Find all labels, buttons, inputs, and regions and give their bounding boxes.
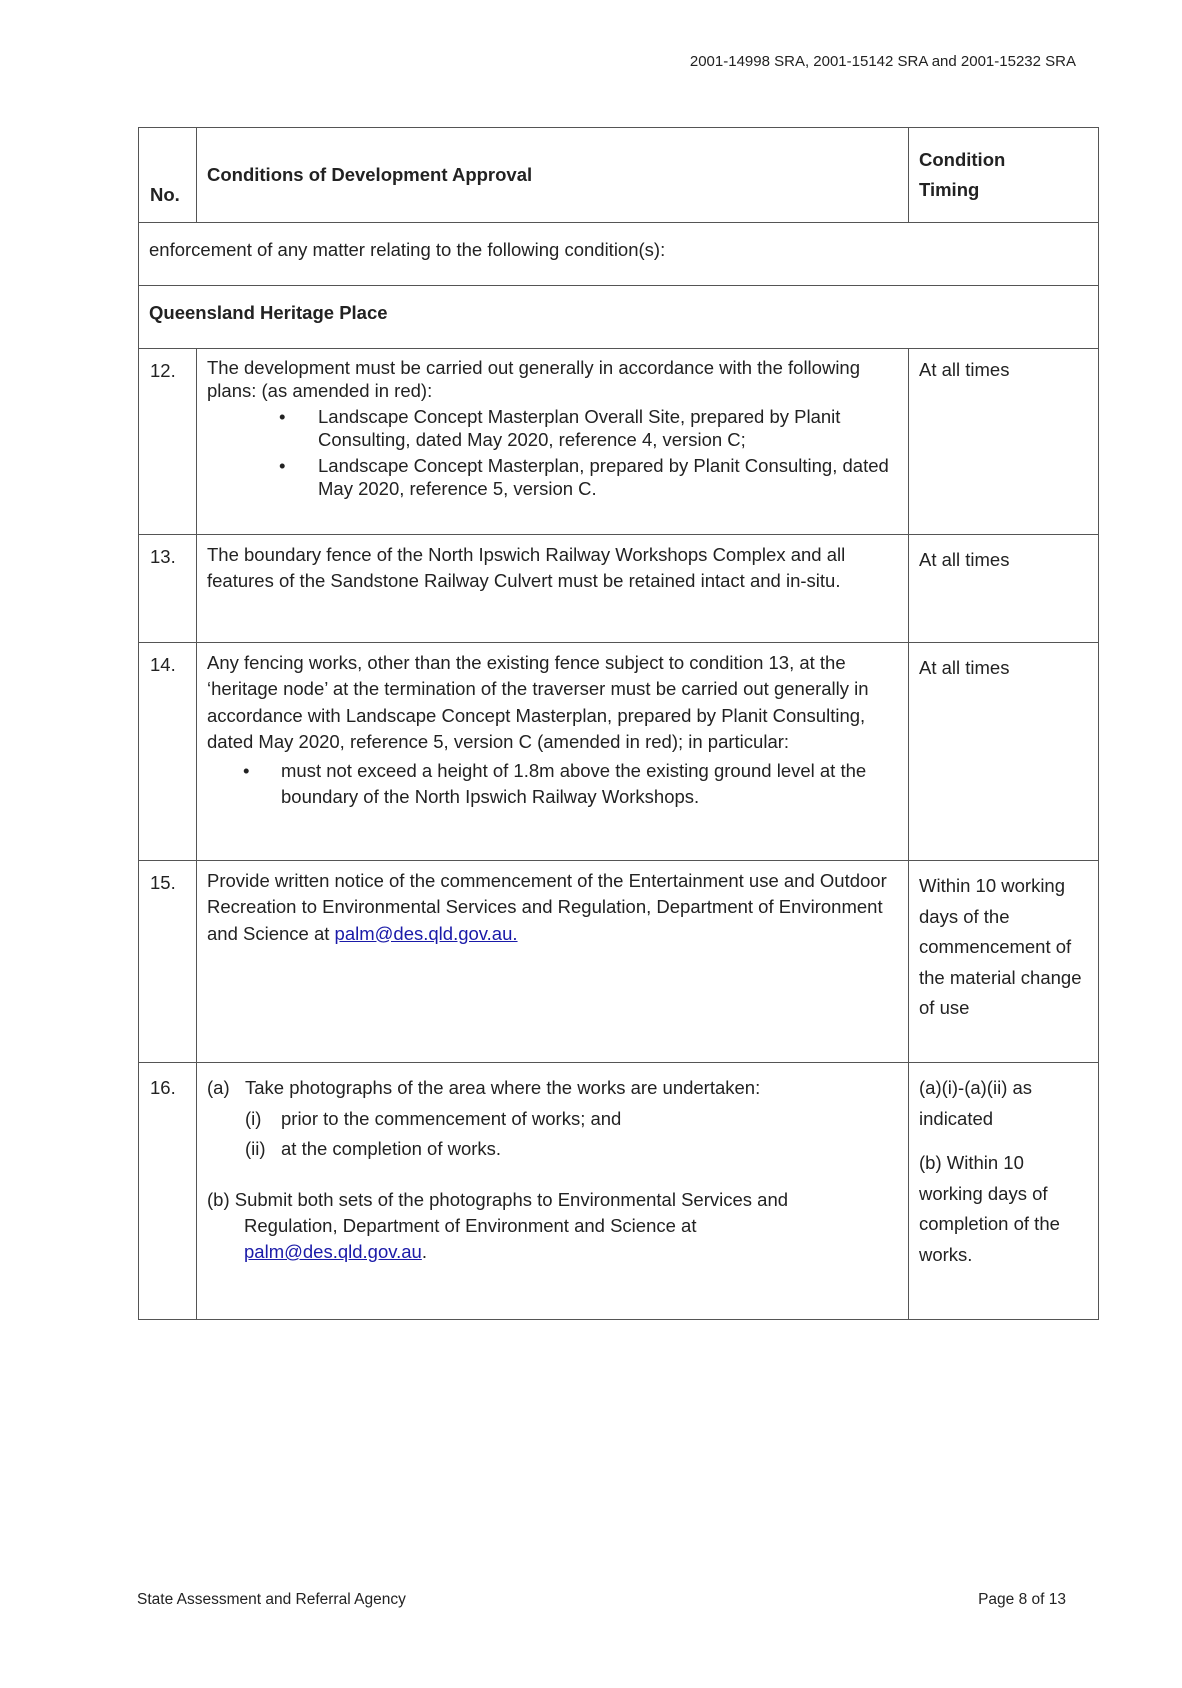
sub-item-a — [207, 1073, 898, 1104]
header-conditions: Conditions of Development Approval — [197, 128, 909, 223]
condition-timing: At all times — [909, 643, 1099, 861]
sub-item-b-line1 — [207, 1187, 898, 1213]
timing-a: (a)(i)-(a)(ii) as indicated — [919, 1077, 1033, 1129]
sub-item-b-line2: Regulation, Department of Environment and Science at — [244, 1214, 697, 1236]
sub-item-end: . — [421, 1241, 427, 1263]
sub-item-a-ii — [207, 1134, 898, 1165]
header-timing-line2: Timing — [919, 179, 980, 200]
email-link[interactable]: palm@des.qld.gov.au. — [334, 922, 518, 944]
condition-timing — [909, 1063, 1099, 1320]
conditions-table — [138, 127, 1099, 1320]
sub-item-label: (ii) — [245, 1138, 266, 1160]
condition-number: 14. — [139, 643, 197, 861]
condition-text — [197, 349, 909, 535]
bullet-icon: • — [279, 406, 286, 428]
list-item-text: Landscape Concept Masterplan Overall Site, prepared by Planit Consulting, dated May 2020, reference 4, version C; — [318, 406, 841, 451]
continuation-row — [139, 223, 1099, 286]
sub-item-a-i — [207, 1104, 898, 1135]
sub-item-text: at the completion of works. — [281, 1138, 502, 1160]
sub-item-label: (a) — [207, 1077, 230, 1098]
condition-number: 13. — [139, 535, 197, 643]
sub-item-b — [207, 1187, 898, 1266]
condition-text: The boundary fence of the North Ipswich Railway Workshops Complex and all features of the Sandstone Railway Culvert must be retained intact and in-situ. — [197, 535, 909, 643]
table-row — [139, 861, 1099, 1063]
bullet-icon: • — [243, 760, 250, 782]
header-timing — [909, 128, 1099, 223]
list-item-text: Landscape Concept Masterplan, prepared by Planit Consulting, dated May 2020, reference 5, version C. — [318, 454, 889, 499]
sub-item-label: (i) — [245, 1107, 262, 1129]
continuation-text: enforcement of any matter relating to the following condition(s): — [139, 223, 1099, 286]
email-link[interactable]: palm@des.qld.gov.au — [244, 1241, 422, 1263]
document-reference: 2001-14998 SRA, 2001-15142 SRA and 2001-15232 SRA — [689, 53, 1076, 70]
page-number: Page 8 of 13 — [978, 1591, 1066, 1608]
header-no: No. — [139, 128, 197, 223]
sub-item-text: prior to the commencement of works; and — [281, 1107, 622, 1129]
list-item — [207, 454, 898, 500]
condition-timing: At all times — [909, 535, 1099, 643]
condition-text — [197, 643, 909, 861]
condition-timing: Within 10 working days of the commencement of the material change of use — [909, 861, 1099, 1063]
bullet-list — [207, 405, 898, 500]
condition-body: The development must be carried out generally in accordance with the following plans: (as amended in red): — [207, 357, 861, 402]
sub-item-b-line3 — [207, 1239, 898, 1265]
condition-number: 15. — [139, 861, 197, 1063]
table-row — [139, 535, 1099, 643]
table-header-row — [139, 128, 1099, 223]
condition-text — [197, 861, 909, 1063]
footer-agency: State Assessment and Referral Agency — [137, 1591, 406, 1608]
section-row — [139, 286, 1099, 349]
sub-item-text: Submit both sets of the photographs to Environmental Services and — [234, 1188, 789, 1210]
condition-body: Any fencing works, other than the existing fence subject to condition 13, at the ‘heritage node’ at the termination of the traverser must be carried out generally in accordance with Landscape Concept Masterplan, prepared by Planit Consulting, dated May 2020, reference 5, version C (amended in red); in particular: — [207, 652, 869, 752]
list-item — [207, 758, 898, 811]
bullet-icon: • — [279, 454, 286, 476]
table-row — [139, 349, 1099, 535]
sub-item-text: Take photographs of the area where the works are undertaken: — [245, 1077, 761, 1098]
condition-number: 12. — [139, 349, 197, 535]
section-title: Queensland Heritage Place — [139, 286, 1099, 349]
condition-text — [197, 1063, 909, 1320]
timing-b: (b) Within 10 working days of completion of the works. — [919, 1152, 1060, 1265]
condition-number: 16. — [139, 1063, 197, 1320]
table-row — [139, 1063, 1099, 1320]
header-timing-line1: Condition — [919, 149, 1006, 171]
list-item-text: must not exceed a height of 1.8m above the existing ground level at the boundary of the North Ipswich Railway Workshops. — [281, 760, 867, 808]
bullet-list — [207, 758, 898, 811]
list-item — [207, 405, 898, 451]
sub-item-label: (b) — [207, 1188, 230, 1210]
condition-timing: At all times — [909, 349, 1099, 535]
table-row — [139, 643, 1099, 861]
condition-body: Provide written notice of the commencement of the Entertainment use and Outdoor Recreation to Environmental Services and Regulation, Department of Environment and Science at — [207, 870, 887, 944]
